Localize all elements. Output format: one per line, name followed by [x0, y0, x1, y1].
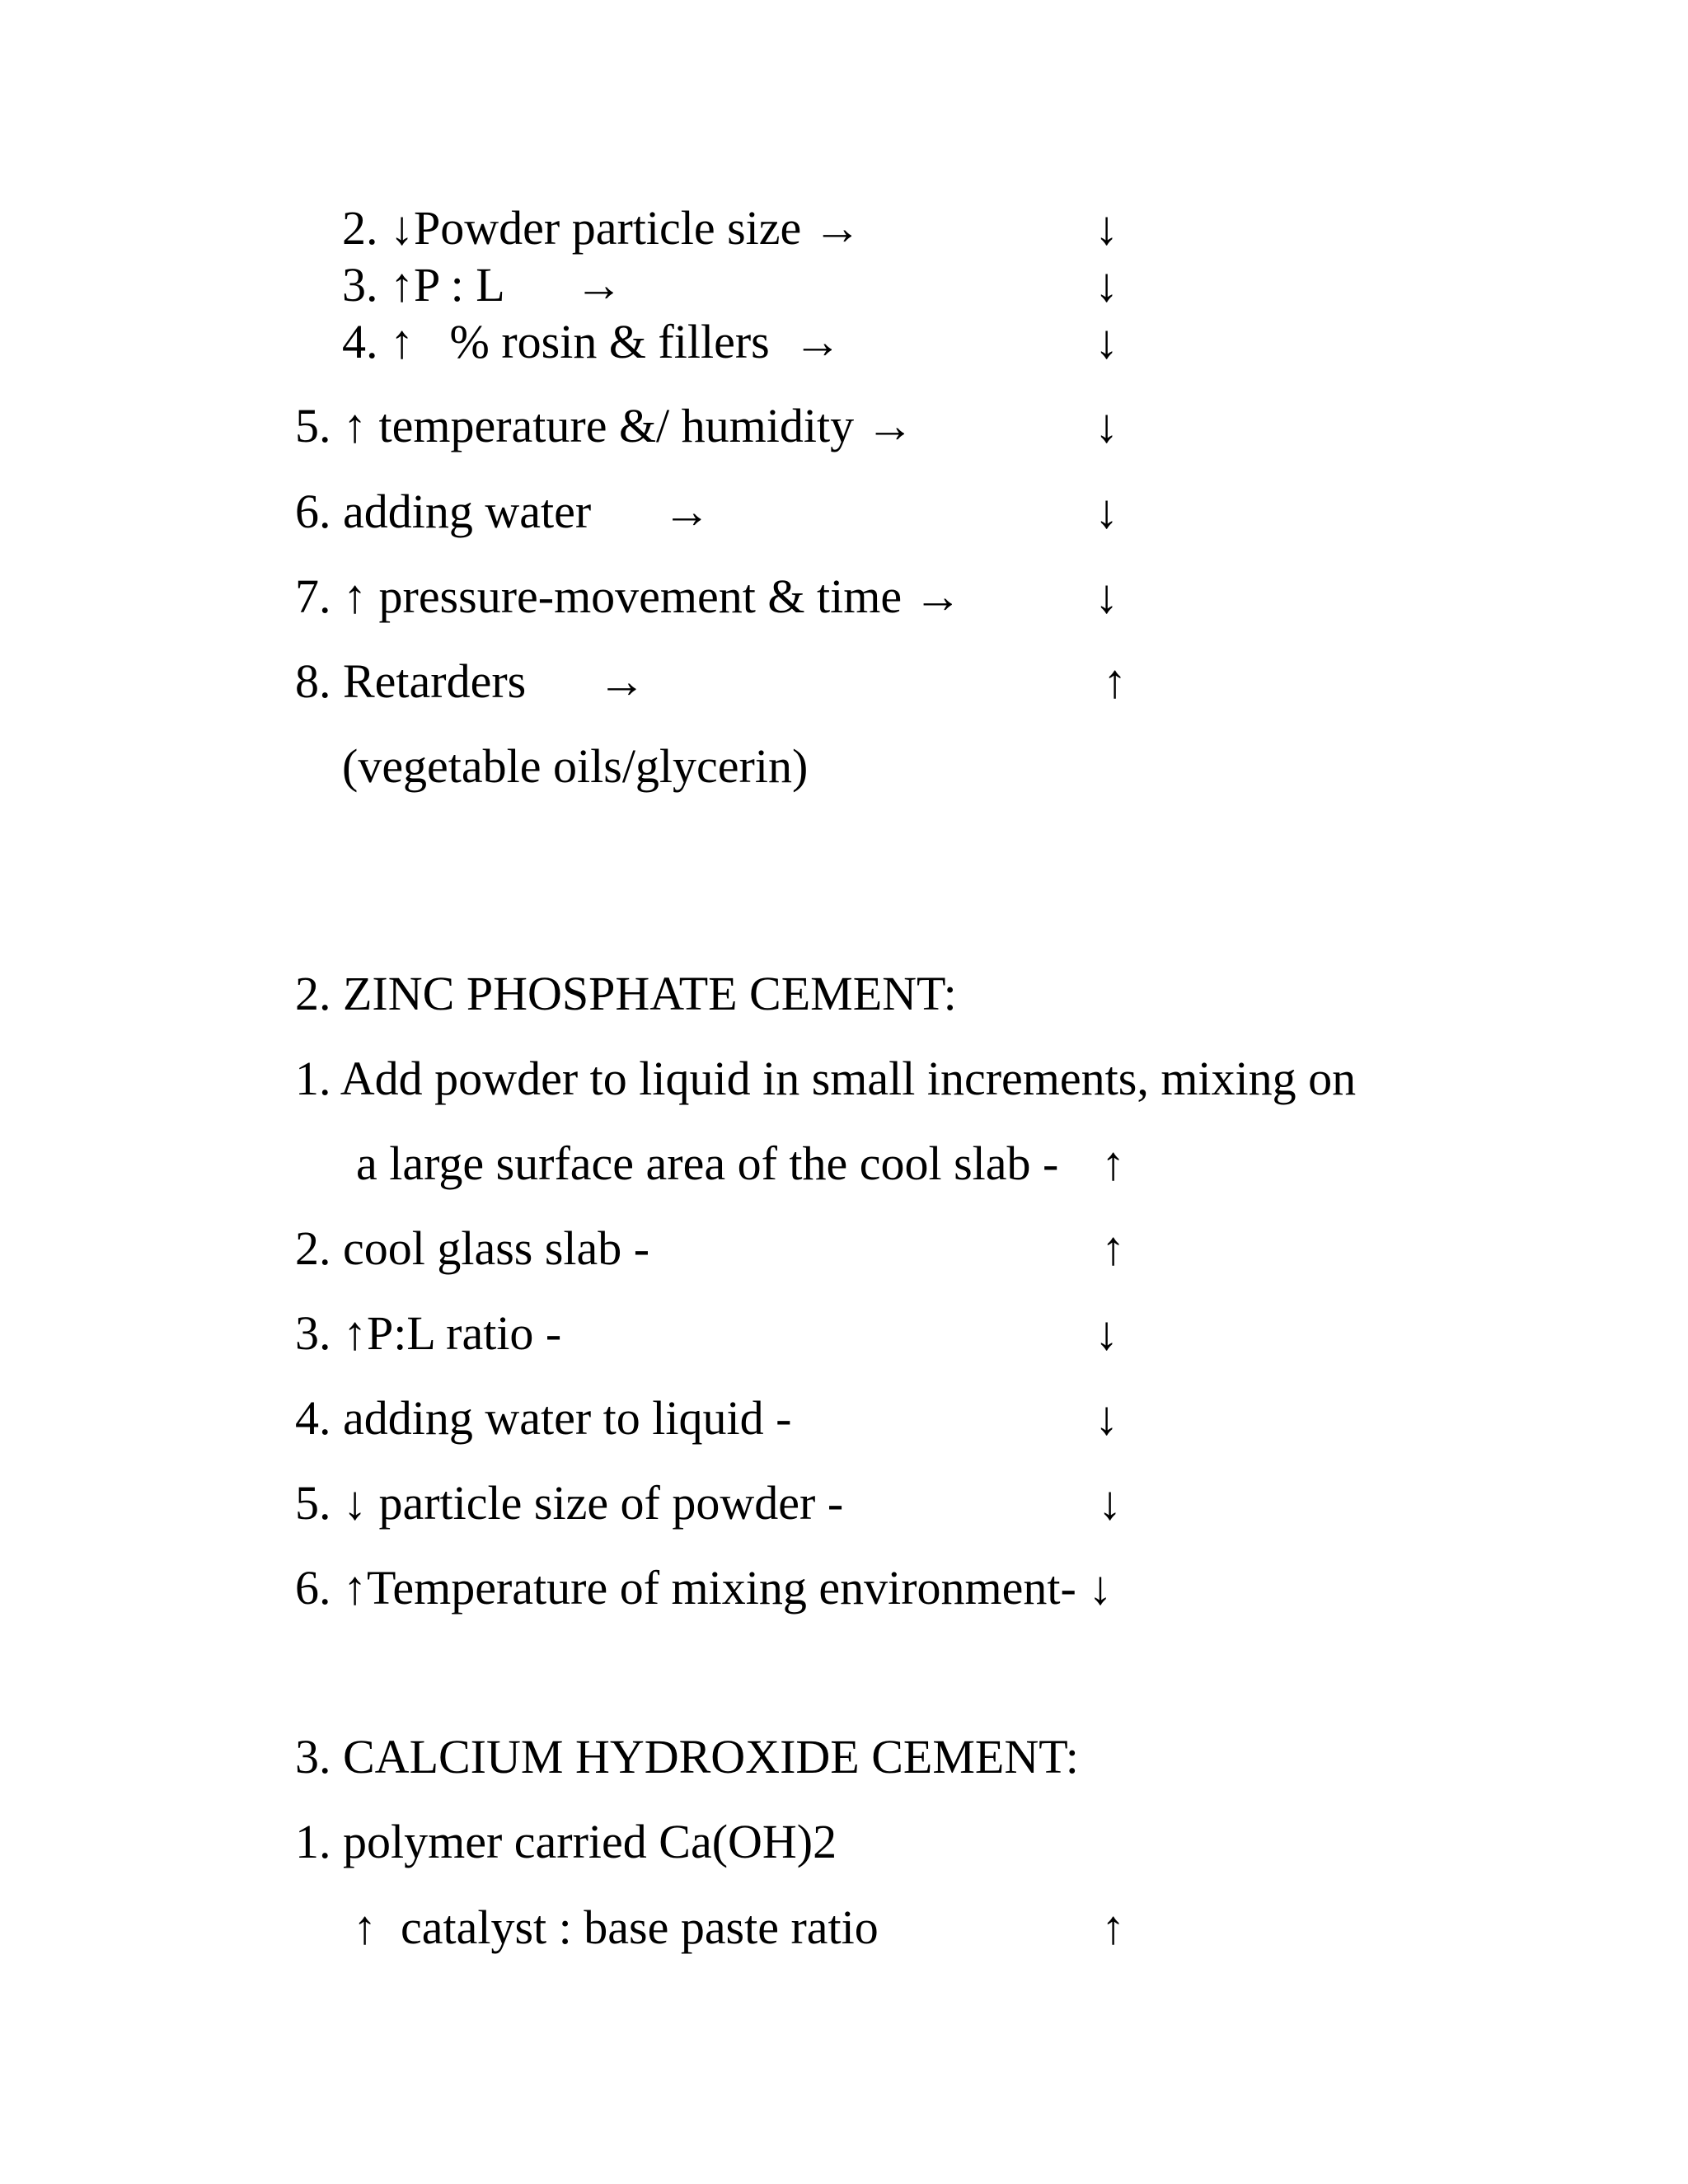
effect-arrow: ↓	[1095, 569, 1118, 623]
setting-factor-line: 6. adding water →	[295, 485, 711, 538]
effect-arrow: ↑	[1101, 1221, 1125, 1275]
effect-arrow: ↓	[1095, 258, 1118, 312]
setting-factor-note: (vegetable oils/glycerin)	[342, 739, 809, 793]
setting-factor-line: 5. ↑ temperature &/ humidity →	[295, 399, 914, 452]
effect-arrow: ↓	[1098, 1476, 1122, 1530]
effect-arrow: ↑	[1101, 1900, 1125, 1954]
effect-arrow: ↑	[1103, 654, 1127, 708]
setting-factor-line: 3. ↑P:L ratio -	[295, 1306, 562, 1360]
setting-factor-line: a large surface area of the cool slab -	[356, 1137, 1059, 1190]
setting-factor-line: 2. ↓Powder particle size →	[342, 201, 861, 255]
section-heading: 2. ZINC PHOSPHATE CEMENT:	[295, 967, 957, 1020]
setting-factor-line: 7. ↑ pressure-movement & time →	[295, 569, 962, 623]
setting-factor-line: 4. ↑ % rosin & fillers →	[342, 315, 842, 368]
setting-factor-line: 6. ↑Temperature of mixing environment- ↓	[295, 1561, 1113, 1615]
section-heading: 3. CALCIUM HYDROXIDE CEMENT:	[295, 1730, 1079, 1783]
setting-factor-line: 2. cool glass slab -	[295, 1221, 650, 1275]
effect-arrow: ↓	[1095, 1306, 1118, 1360]
setting-factor-line: 3. ↑P : L →	[342, 258, 623, 312]
effect-arrow: ↓	[1095, 1391, 1118, 1445]
setting-factor-line: ↑ catalyst : base paste ratio	[353, 1900, 879, 1954]
setting-factor-line: 5. ↓ particle size of powder -	[295, 1476, 844, 1530]
effect-arrow: ↓	[1095, 399, 1118, 452]
effect-arrow: ↓	[1095, 201, 1118, 255]
effect-arrow: ↓	[1095, 315, 1118, 368]
effect-arrow: ↓	[1095, 485, 1118, 538]
setting-factor-line: 1. Add powder to liquid in small increments, mixing on	[295, 1052, 1357, 1105]
effect-arrow: ↑	[1101, 1137, 1125, 1190]
setting-factor-line: 4. adding water to liquid -	[295, 1391, 792, 1445]
setting-factor-line: 1. polymer carried Ca(OH)2	[295, 1815, 837, 1868]
setting-factor-line: 8. Retarders →	[295, 654, 646, 708]
